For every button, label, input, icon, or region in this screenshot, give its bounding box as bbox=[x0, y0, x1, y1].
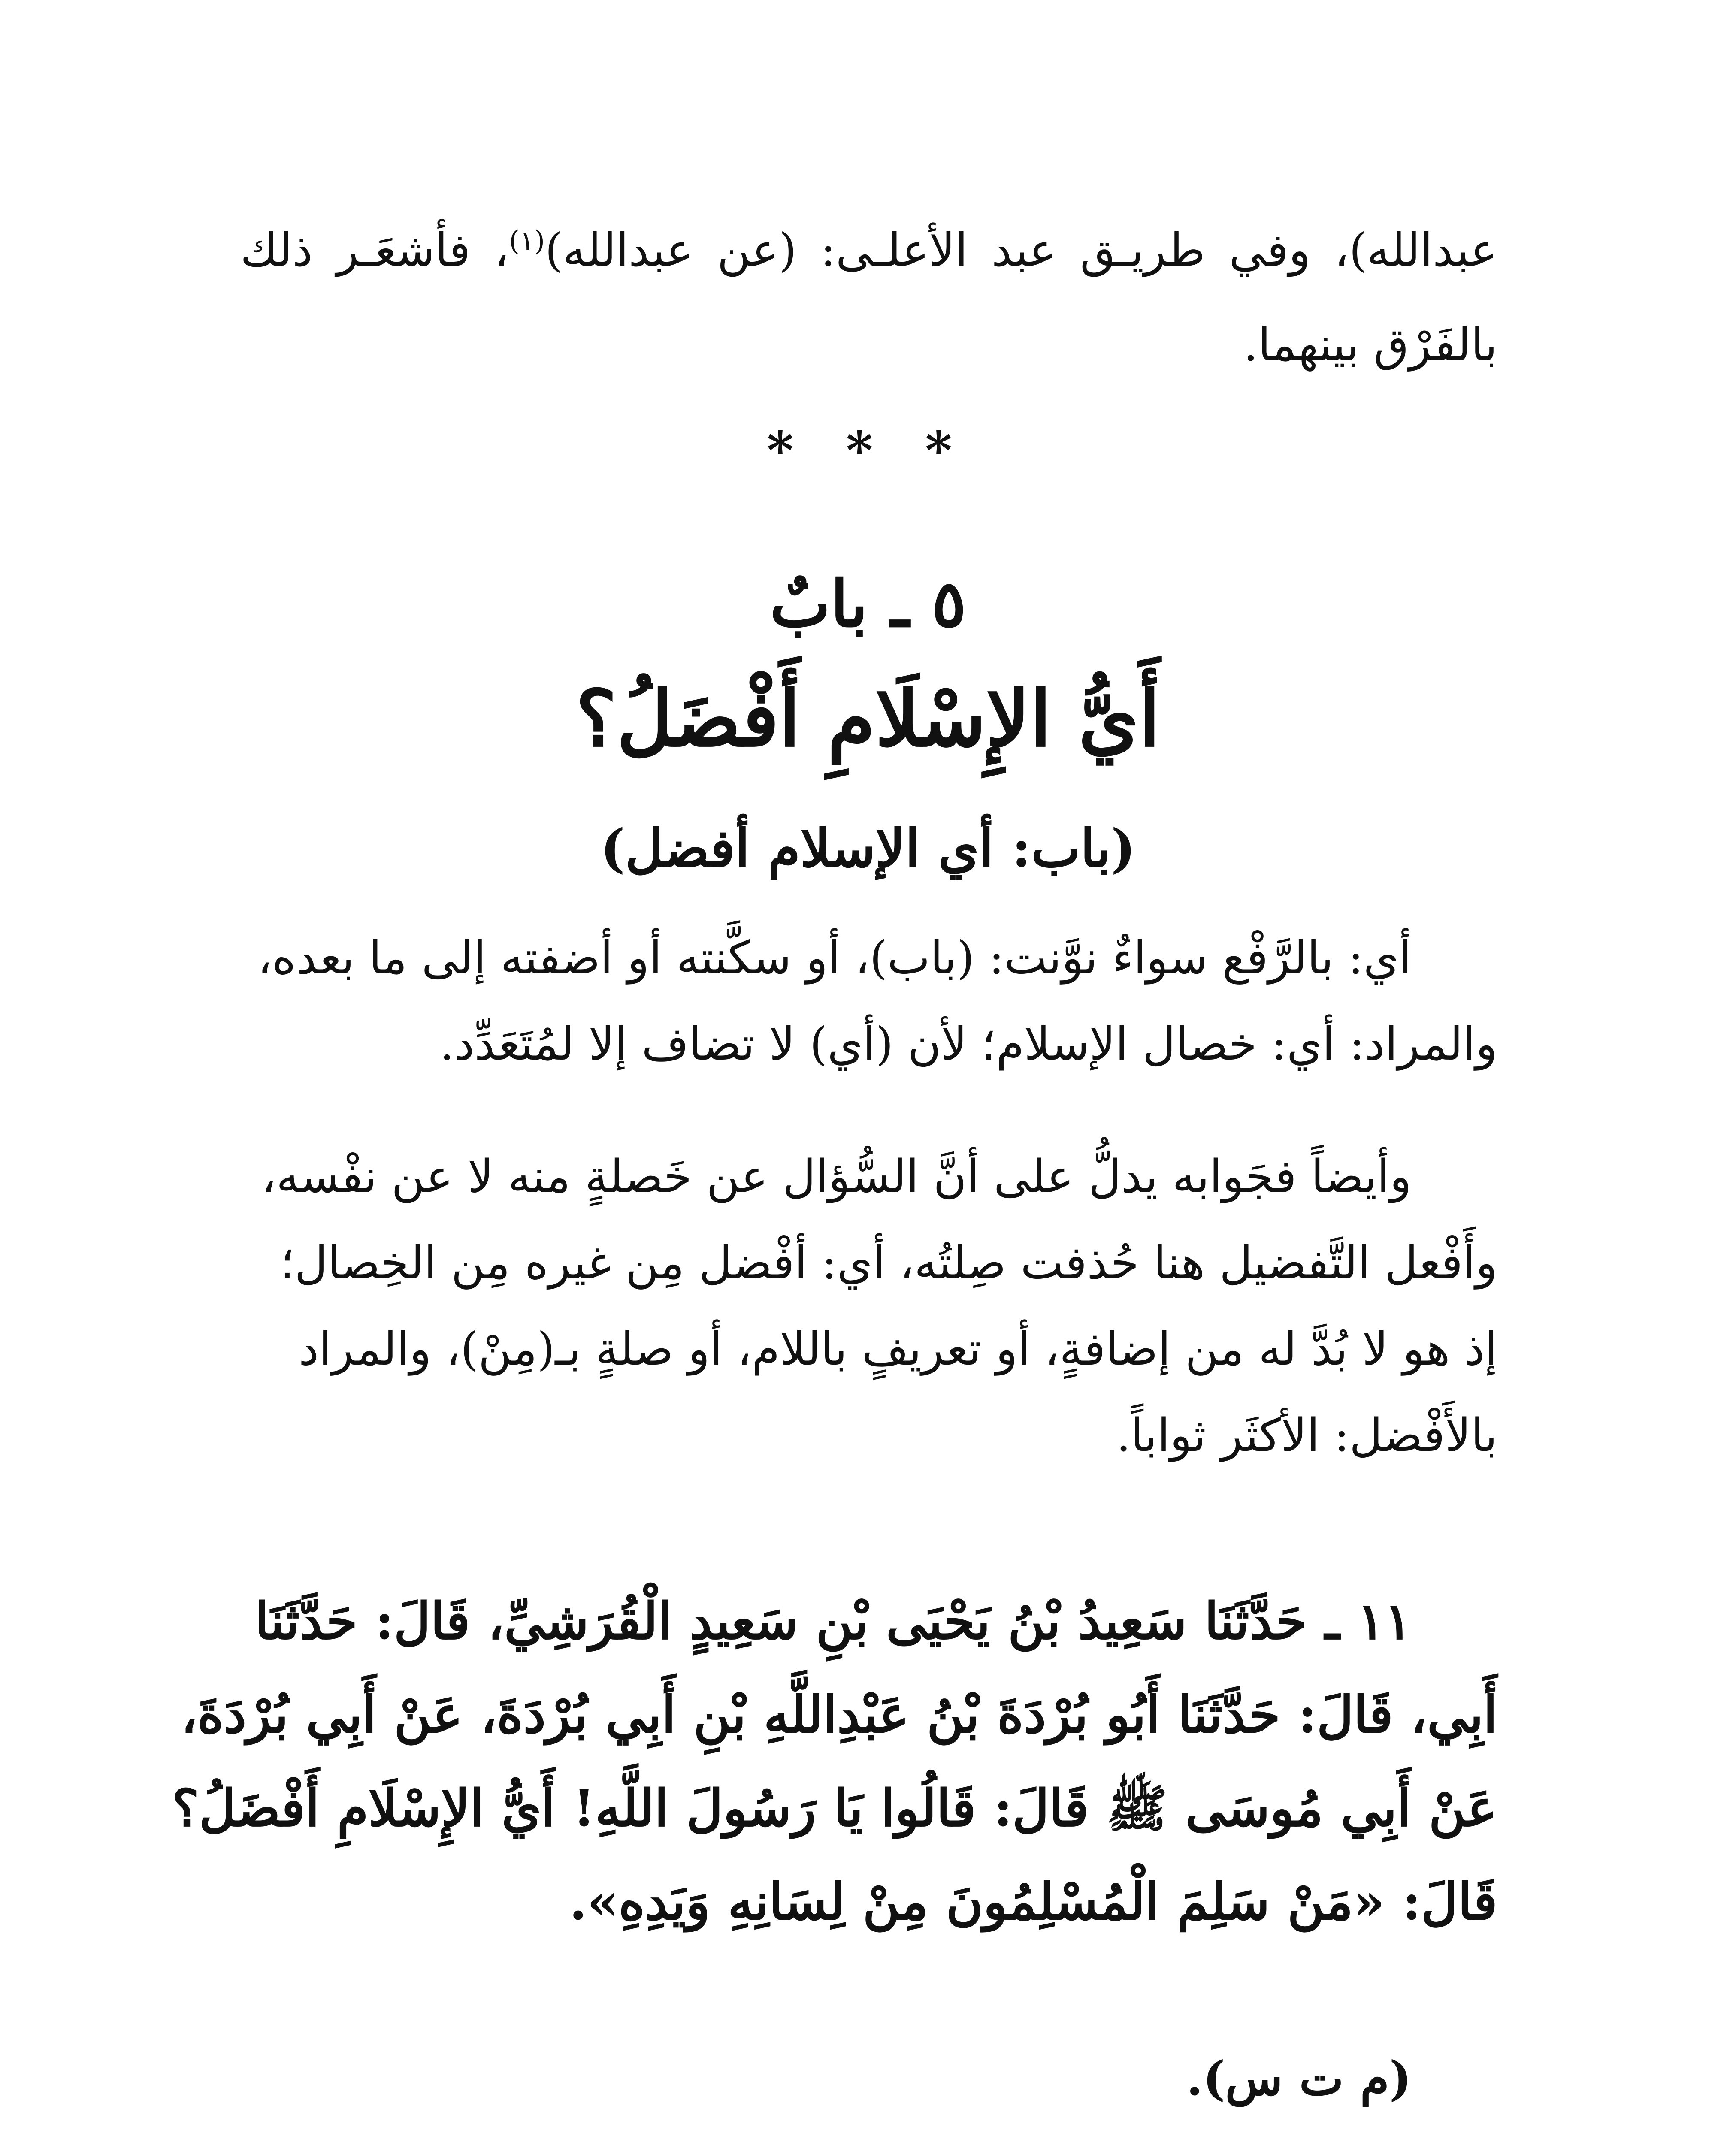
hadith-sources bbox=[240, 2051, 1497, 2106]
section-separator: * * * bbox=[767, 420, 969, 481]
hadith-line: عَنْ أَبِي مُوسَى ﷺ قَالَ: قَالُوا يَا رَسُولَ اللَّهِ! أَيُّ الإِسْلَامِ أَفْضَلُ؟ bbox=[172, 1778, 1497, 1838]
text-line: إذ هو لا بُدَّ له من إضافةٍ، أو تعريفٍ باللام، أو صلةٍ بـ(مِنْ)، والمراد bbox=[298, 1323, 1497, 1375]
top-paragraph bbox=[240, 224, 1497, 371]
text-line bbox=[240, 224, 1497, 277]
footnote-reference[interactable]: (١) bbox=[509, 225, 545, 257]
hadith-line: قَالَ: «مَنْ سَلِمَ الْمُسْلِمُونَ مِنْ لِسَانِهِ وَيَدِهِ». bbox=[569, 1872, 1497, 1931]
commentary-heading: (باب: أي الإسلام أفضل) bbox=[600, 817, 1136, 879]
text-line: والمراد: أي: خصال الإسلام؛ لأن (أي) لا تضاف إلا لمُتَعَدِّد. bbox=[439, 1018, 1497, 1070]
hadith-line: أَبِي، قَالَ: حَدَّثَنَا أَبُو بُرْدَةَ بْنُ عَبْدِاللَّهِ بْنِ أَبِي بُرْدَةَ، عَنْ أَبِي بُرْدَةَ، bbox=[181, 1685, 1497, 1744]
text-line: بالأَفْضل: الأكثَر ثواباً. bbox=[1116, 1409, 1497, 1462]
text-line: أي: بالرَّفْع سواءٌ نوَّنت: (باب)، أو سكَّنته أو أضفته إلى ما بعده، bbox=[257, 931, 1412, 984]
text-line: وأَفْعل التَّفضيل هنا حُذفت صِلتُه، أي: أفْضل مِن غيره مِن الخِصال؛ bbox=[280, 1236, 1497, 1289]
commentary-paragraph-2 bbox=[240, 1150, 1497, 1462]
text-span: ، فأشعَـر ذلك bbox=[240, 224, 509, 277]
hadith-line: ١١ ـ حَدَّثَنَا سَعِيدُ بْنُ يَحْيَى بْنِ سَعِيدٍ الْقُرَشِيِّ، قَالَ: حَدَّثَنَا bbox=[254, 1591, 1412, 1651]
chapter-number: ٥ ـ بابٌ bbox=[770, 566, 966, 642]
text-line: بالفَرْق بينهما. bbox=[1243, 318, 1497, 371]
chapter-title: أَيُّ الإِسْلَامِ أَفْضَلُ؟ bbox=[575, 674, 1161, 764]
text-span: عبدالله)، وفي طريـق عبد الأعلـى: (عن عبدالله) bbox=[545, 224, 1497, 277]
text-line: وأيضاً فجَوابه يدلُّ على أنَّ السُّؤال عن خَصلةٍ منه لا عن نفْسه، bbox=[261, 1150, 1412, 1203]
commentary-paragraph-1 bbox=[240, 931, 1497, 1070]
hadith-text bbox=[172, 1591, 1497, 1931]
sources-sigla: (م ت س). bbox=[1186, 2051, 1412, 2106]
